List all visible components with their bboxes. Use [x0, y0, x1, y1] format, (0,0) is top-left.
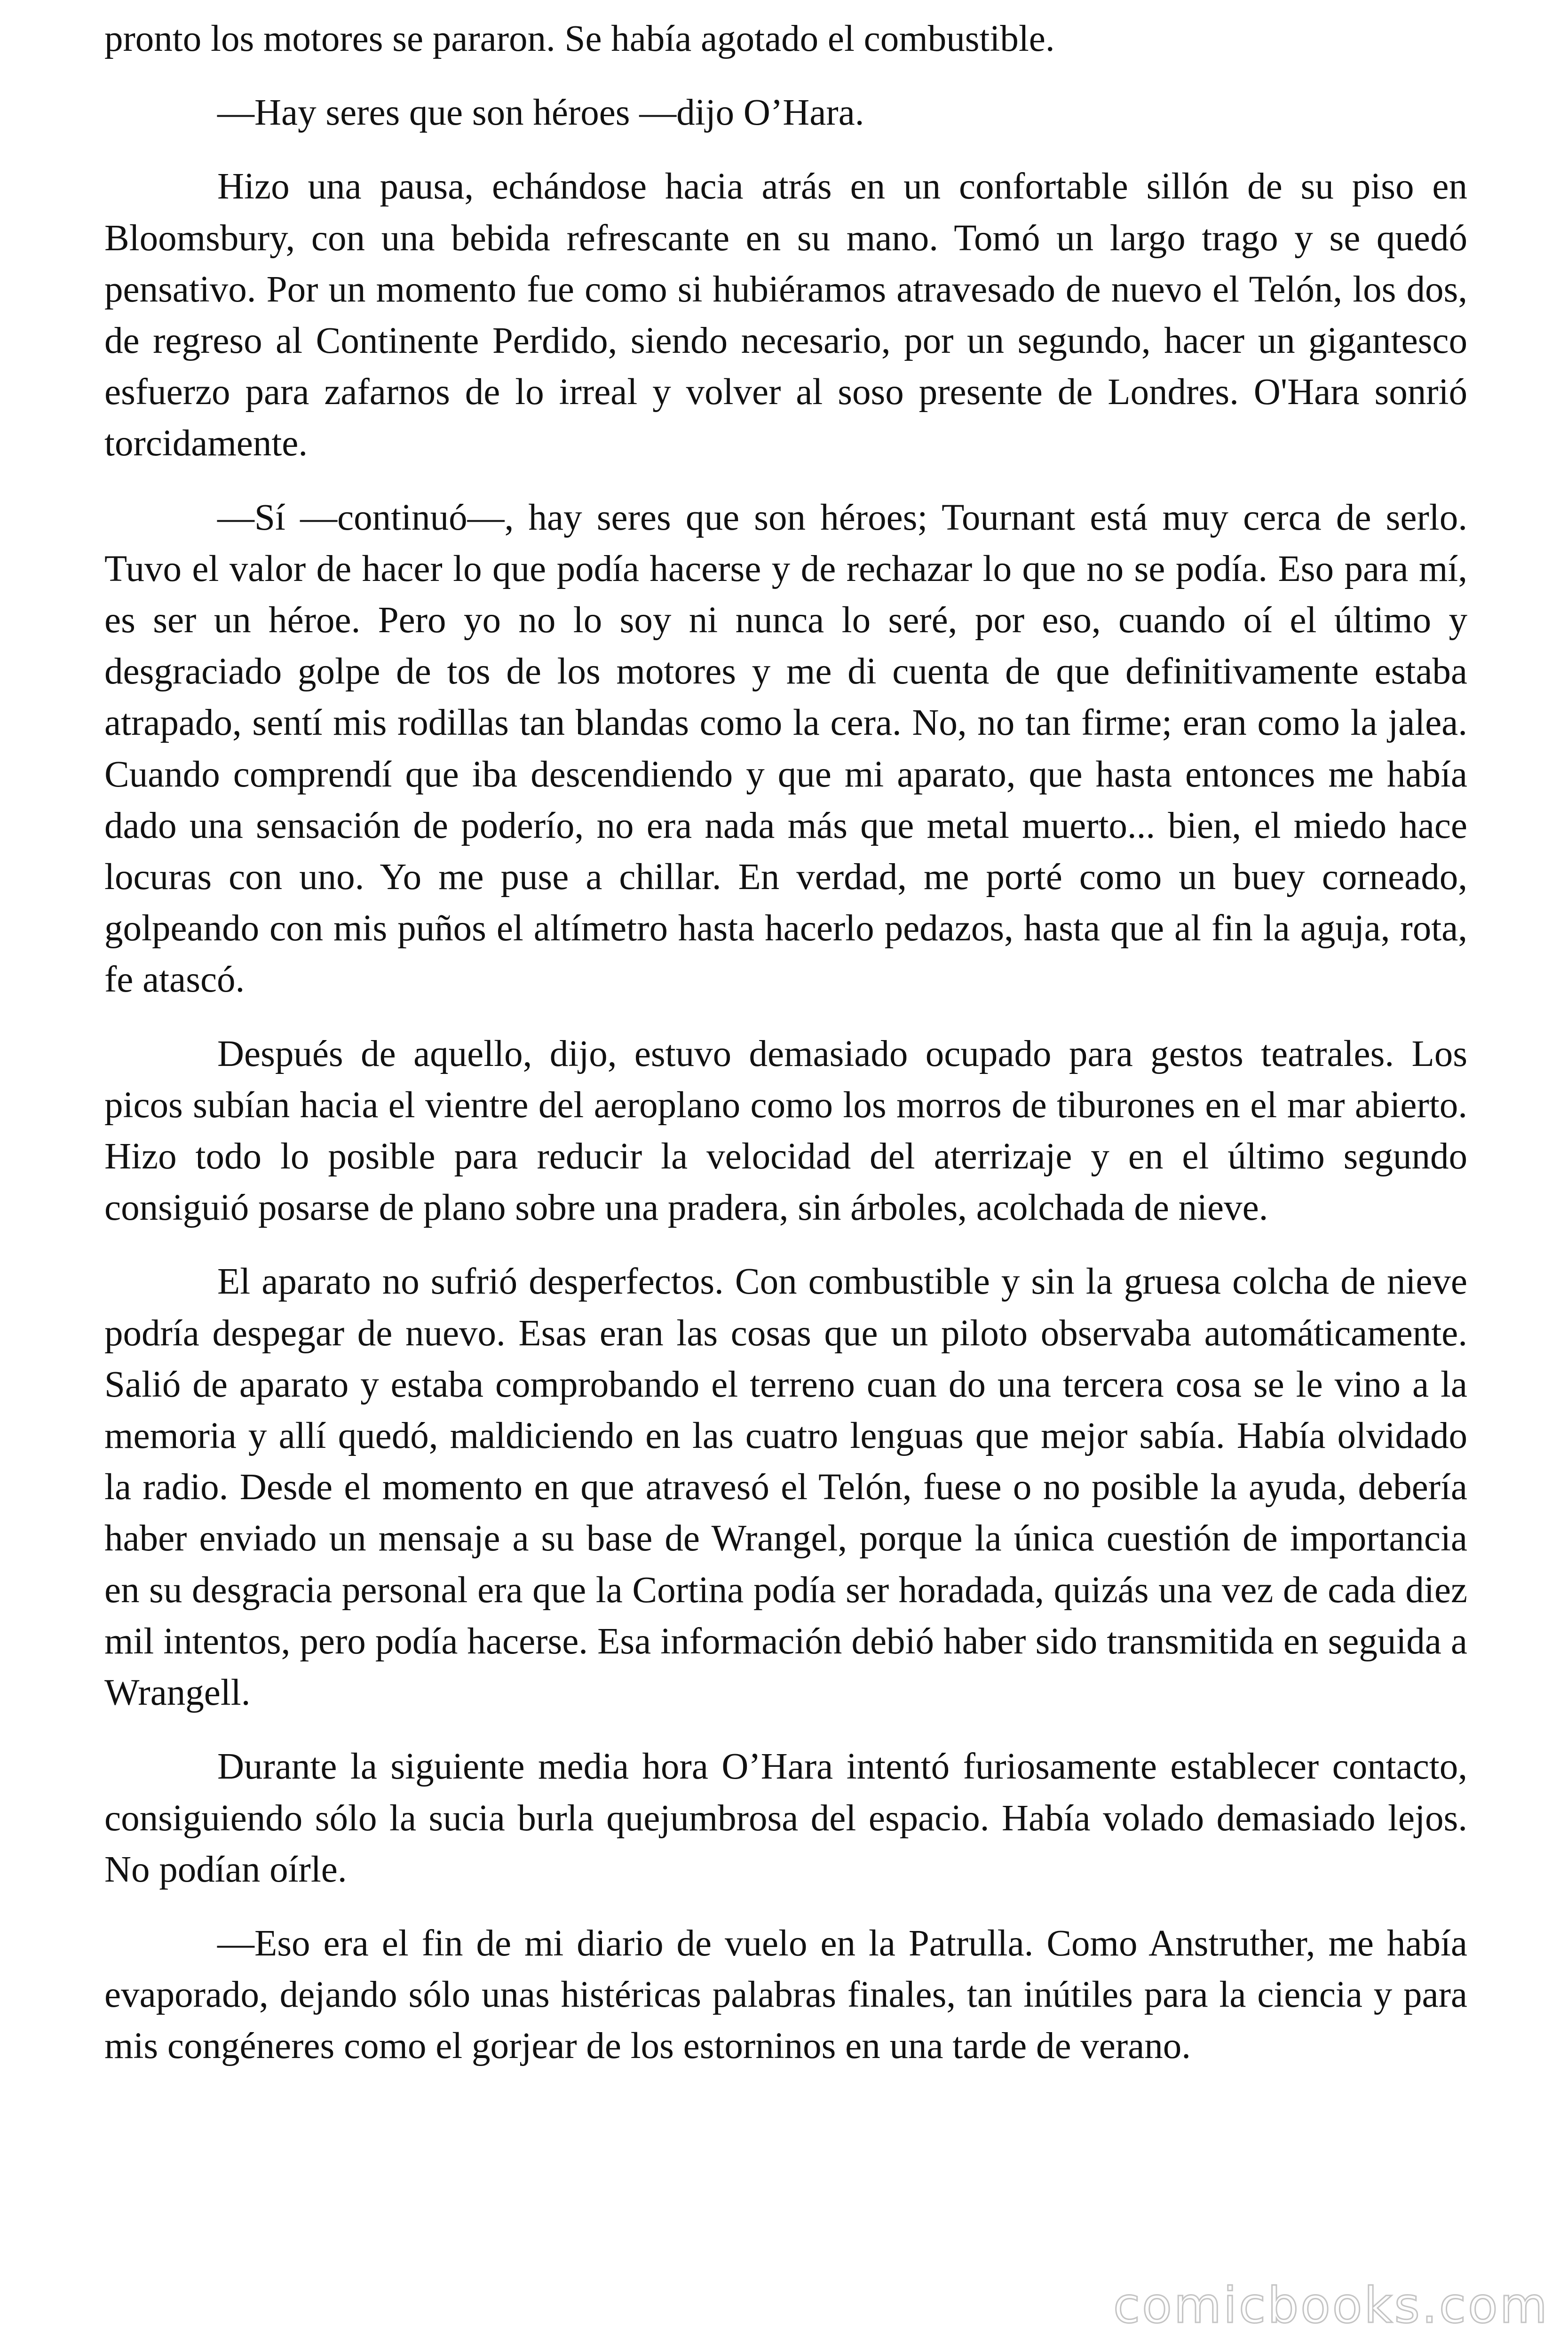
paragraph-heroes: —Sí —continuó—, hay seres que son héroes; Tournant está muy cerca de serlo. Tuvo el valor de hacer lo que podía hacerse y de rechazar lo que no se podía. Eso para mí, es ser un héroe. Pero yo no lo soy ni nunca lo seré, por eso, cuando oí el último y desgraciado golpe de tos de los motores y me di cuenta de que definitivamente estaba atrapado, sentí mis rodillas tan blandas como la cera. No, no tan firme; eran como la jalea. Cuando comprendí que iba descendiendo y que mi aparato, que hasta entonces me había dado una sensación de poderío, no era nada más que metal muerto... bien, el miedo hace locuras con uno. Yo me puse a chillar. En verdad, me porté como un buey corneado, golpeando con mis puños el altímetro hasta hacerlo pedazos, hasta que al fin la aguja, rota, fe atascó. [104, 497, 1467, 1001]
paragraph-pause: Hizo una pausa, echándose hacia atrás en un confortable sillón de su piso en Bloomsbury, con una bebida refrescante en su mano. Tomó un largo trago y se quedó pensativo. Por un momento fue como si hubiéramos atravesado de nuevo el Telón, los dos, de regreso al Continente Perdido, siendo necesario, por un segundo, hacer un gigantesco esfuerzo para zafarnos de lo irreal y volver al soso presente de Londres. O'Hara sonrió torcidamente. [104, 166, 1467, 464]
paragraph-flight-log: —Eso era el fin de mi diario de vuelo en la Patrulla. Como Anstruther, me había evaporado, dejando sólo unas histéricas palabras finales, tan inútiles para la ciencia y para mis congéneres como el gorjear de los estorninos en una tarde de verano. [104, 1923, 1467, 2067]
paragraph-continuation: pronto los motores se pararon. Se había agotado el combustible. [104, 18, 1055, 59]
paragraph-landing: Después de aquello, dijo, estuvo demasiado ocupado para gestos teatrales. Los picos subían hacia el vientre del aeroplano como los morros de tiburones en el mar abierto. Hizo todo lo posible para reducir la velocidad del aterrizaje y en el último segundo consiguió posarse de plano sobre una pradera, sin árboles, acolchada de nieve. [104, 1033, 1467, 1229]
paragraph-radio: El aparato no sufrió desperfectos. Con combustible y sin la gruesa colcha de nieve podría despegar de nuevo. Esas eran las cosas que un piloto observaba automáticamente. Salió de aparato y estaba comprobando el terreno cuan do una tercera cosa se le vino a la memoria y allí quedó, maldiciendo en las cuatro lenguas que mejor sabía. Había olvidado la radio. Desde el momento en que atravesó el Telón, fuese o no posible la ayuda, debería haber enviado un mensaje a su base de Wrangel, porque la única cuestión de importancia en su desgracia personal era que la Cortina podía ser horadada, quizás una vez de cada diez mil intentos, pero podía hacerse. Esa información debió haber sido transmitida en seguida a Wrangell. [104, 1261, 1467, 1714]
watermark-text: comicbooks.com [1113, 2277, 1549, 2334]
paragraph-contact: Durante la siguiente media hora O’Hara intentó furiosamente establecer contacto, consiguiendo sólo la sucia burla quejumbrosa del espacio. Había volado demasiado lejos. No podían oírle. [104, 1746, 1467, 1890]
paragraph-dialogue-ohara: —Hay seres que son héroes —dijo O’Hara. [217, 92, 864, 134]
page-body [104, 13, 1467, 2095]
